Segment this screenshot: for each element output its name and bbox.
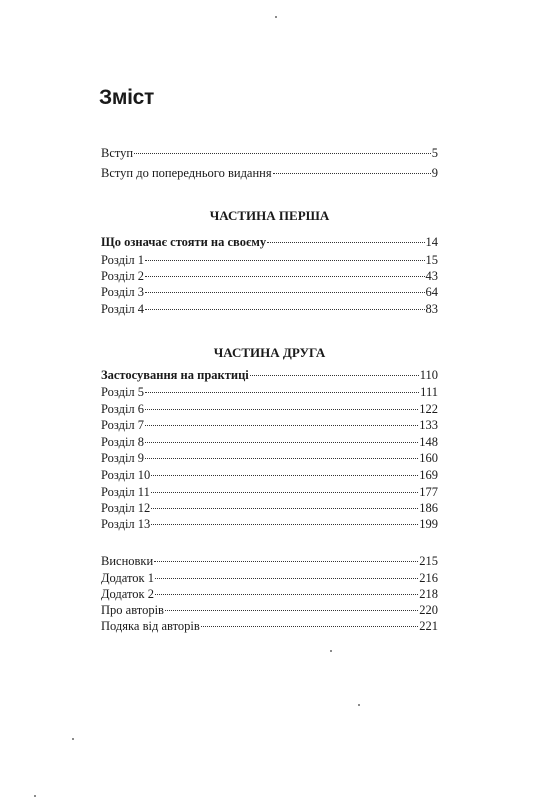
toc-entry-label: Подяка від авторів xyxy=(101,619,200,633)
toc-entry-page: 177 xyxy=(419,485,438,499)
toc-entry-chapter-11 xyxy=(101,485,438,501)
toc-entry-page: 9 xyxy=(431,166,438,180)
toc-entry-label: Розділ 13 xyxy=(101,517,151,531)
toc-entry-page: 122 xyxy=(419,402,438,416)
toc-entry-label: Вступ до попереднього видання xyxy=(101,166,272,180)
toc-entry-label: Розділ 4 xyxy=(101,302,145,316)
toc-entry-chapter-10 xyxy=(101,468,438,484)
toc-entry-page: 199 xyxy=(419,517,438,531)
dot-leader xyxy=(151,524,418,525)
toc-entry-chapter-1 xyxy=(101,253,438,269)
dot-leader xyxy=(145,309,424,310)
toc-entry-page: 148 xyxy=(419,435,438,449)
part-two-heading: ЧАСТИНА ДРУГА xyxy=(213,345,326,360)
toc-entry-label: Додаток 2 xyxy=(101,587,154,601)
toc-entry-chapter-8 xyxy=(101,435,438,451)
toc-entry-label: Розділ 7 xyxy=(101,418,145,432)
toc-entry-label: Додаток 1 xyxy=(101,571,154,585)
toc-entry-part-one-title xyxy=(101,235,438,251)
toc-entry-page: 220 xyxy=(419,603,438,617)
toc-entry-page: 110 xyxy=(419,368,438,382)
toc-entry-chapter-7 xyxy=(101,418,438,434)
toc-entry-page: 133 xyxy=(419,418,438,432)
dot-leader xyxy=(267,242,424,243)
dot-leader xyxy=(145,458,418,459)
dot-leader xyxy=(145,260,424,261)
toc-entry-page: 221 xyxy=(419,619,438,633)
dot-leader xyxy=(145,392,419,393)
part-one-heading: ЧАСТИНА ПЕРША xyxy=(209,208,330,223)
toc-entry-label: Що означає стояти на своєму xyxy=(101,235,267,249)
toc-entry-page: 15 xyxy=(425,253,438,267)
toc-entry-appendix-2 xyxy=(101,587,438,603)
toc-entry-page: 169 xyxy=(419,468,438,482)
toc-entry-label: Розділ 3 xyxy=(101,285,145,299)
toc-entry-previous-edition-intro xyxy=(101,166,438,182)
toc-entry-chapter-3 xyxy=(101,285,438,301)
toc-entry-chapter-4 xyxy=(101,302,438,318)
toc-entry-chapter-2 xyxy=(101,269,438,285)
toc-entry-label: Розділ 9 xyxy=(101,451,145,465)
toc-entry-chapter-13 xyxy=(101,517,438,533)
toc-entry-label: Про авторів xyxy=(101,603,164,617)
toc-entry-chapter-9 xyxy=(101,451,438,467)
toc-entry-label: Розділ 5 xyxy=(101,385,145,399)
dot-leader xyxy=(145,442,418,443)
dot-leader xyxy=(250,375,419,376)
toc-entry-label: Застосування на практиці xyxy=(101,368,249,382)
scan-speck xyxy=(34,795,36,797)
toc-entry-page: 111 xyxy=(420,385,438,399)
toc-entry-part-two-title xyxy=(101,368,438,384)
toc-entry-page: 83 xyxy=(425,302,438,316)
scan-speck xyxy=(358,704,360,706)
toc-entry-about-authors xyxy=(101,603,438,619)
dot-leader xyxy=(145,276,424,277)
toc-entry-label: Розділ 11 xyxy=(101,485,150,499)
toc-entry-page: 186 xyxy=(419,501,438,515)
dot-leader xyxy=(145,292,424,293)
toc-entry-label: Розділ 10 xyxy=(101,468,151,482)
dot-leader xyxy=(151,475,418,476)
toc-entry-appendix-1 xyxy=(101,571,438,587)
toc-entry-chapter-12 xyxy=(101,501,438,517)
scan-speck xyxy=(72,738,74,740)
page-title: Зміст xyxy=(99,86,154,109)
dot-leader xyxy=(154,561,418,562)
toc-entry-label: Розділ 6 xyxy=(101,402,145,416)
toc-entry-page: 160 xyxy=(419,451,438,465)
toc-entry-acknowledgements xyxy=(101,619,438,635)
toc-entry-label: Розділ 8 xyxy=(101,435,145,449)
scan-speck xyxy=(275,16,277,18)
dot-leader xyxy=(273,173,431,174)
dot-leader xyxy=(155,578,418,579)
dot-leader xyxy=(151,492,418,493)
toc-entry-label: Розділ 1 xyxy=(101,253,145,267)
toc-entry-page: 43 xyxy=(425,269,438,283)
dot-leader xyxy=(201,626,418,627)
scan-speck xyxy=(330,650,332,652)
toc-entry-chapter-5 xyxy=(101,385,438,401)
toc-entry-page: 216 xyxy=(419,571,438,585)
toc-entry-page: 215 xyxy=(419,554,438,568)
toc-entry-label: Розділ 2 xyxy=(101,269,145,283)
toc-entry-page: 218 xyxy=(419,587,438,601)
dot-leader xyxy=(134,153,431,154)
dot-leader xyxy=(151,508,418,509)
dot-leader xyxy=(145,409,418,410)
toc-entry-chapter-6 xyxy=(101,402,438,418)
toc-entry-intro xyxy=(101,146,438,162)
toc-entry-label: Розділ 12 xyxy=(101,501,151,515)
toc-entry-conclusions xyxy=(101,554,438,570)
dot-leader xyxy=(145,425,418,426)
toc-entry-page: 5 xyxy=(431,146,438,160)
dot-leader xyxy=(155,594,418,595)
toc-entry-label: Вступ xyxy=(101,146,134,160)
dot-leader xyxy=(165,610,418,611)
toc-entry-label: Висновки xyxy=(101,554,154,568)
toc-entry-page: 64 xyxy=(425,285,438,299)
toc-entry-page: 14 xyxy=(425,235,438,249)
